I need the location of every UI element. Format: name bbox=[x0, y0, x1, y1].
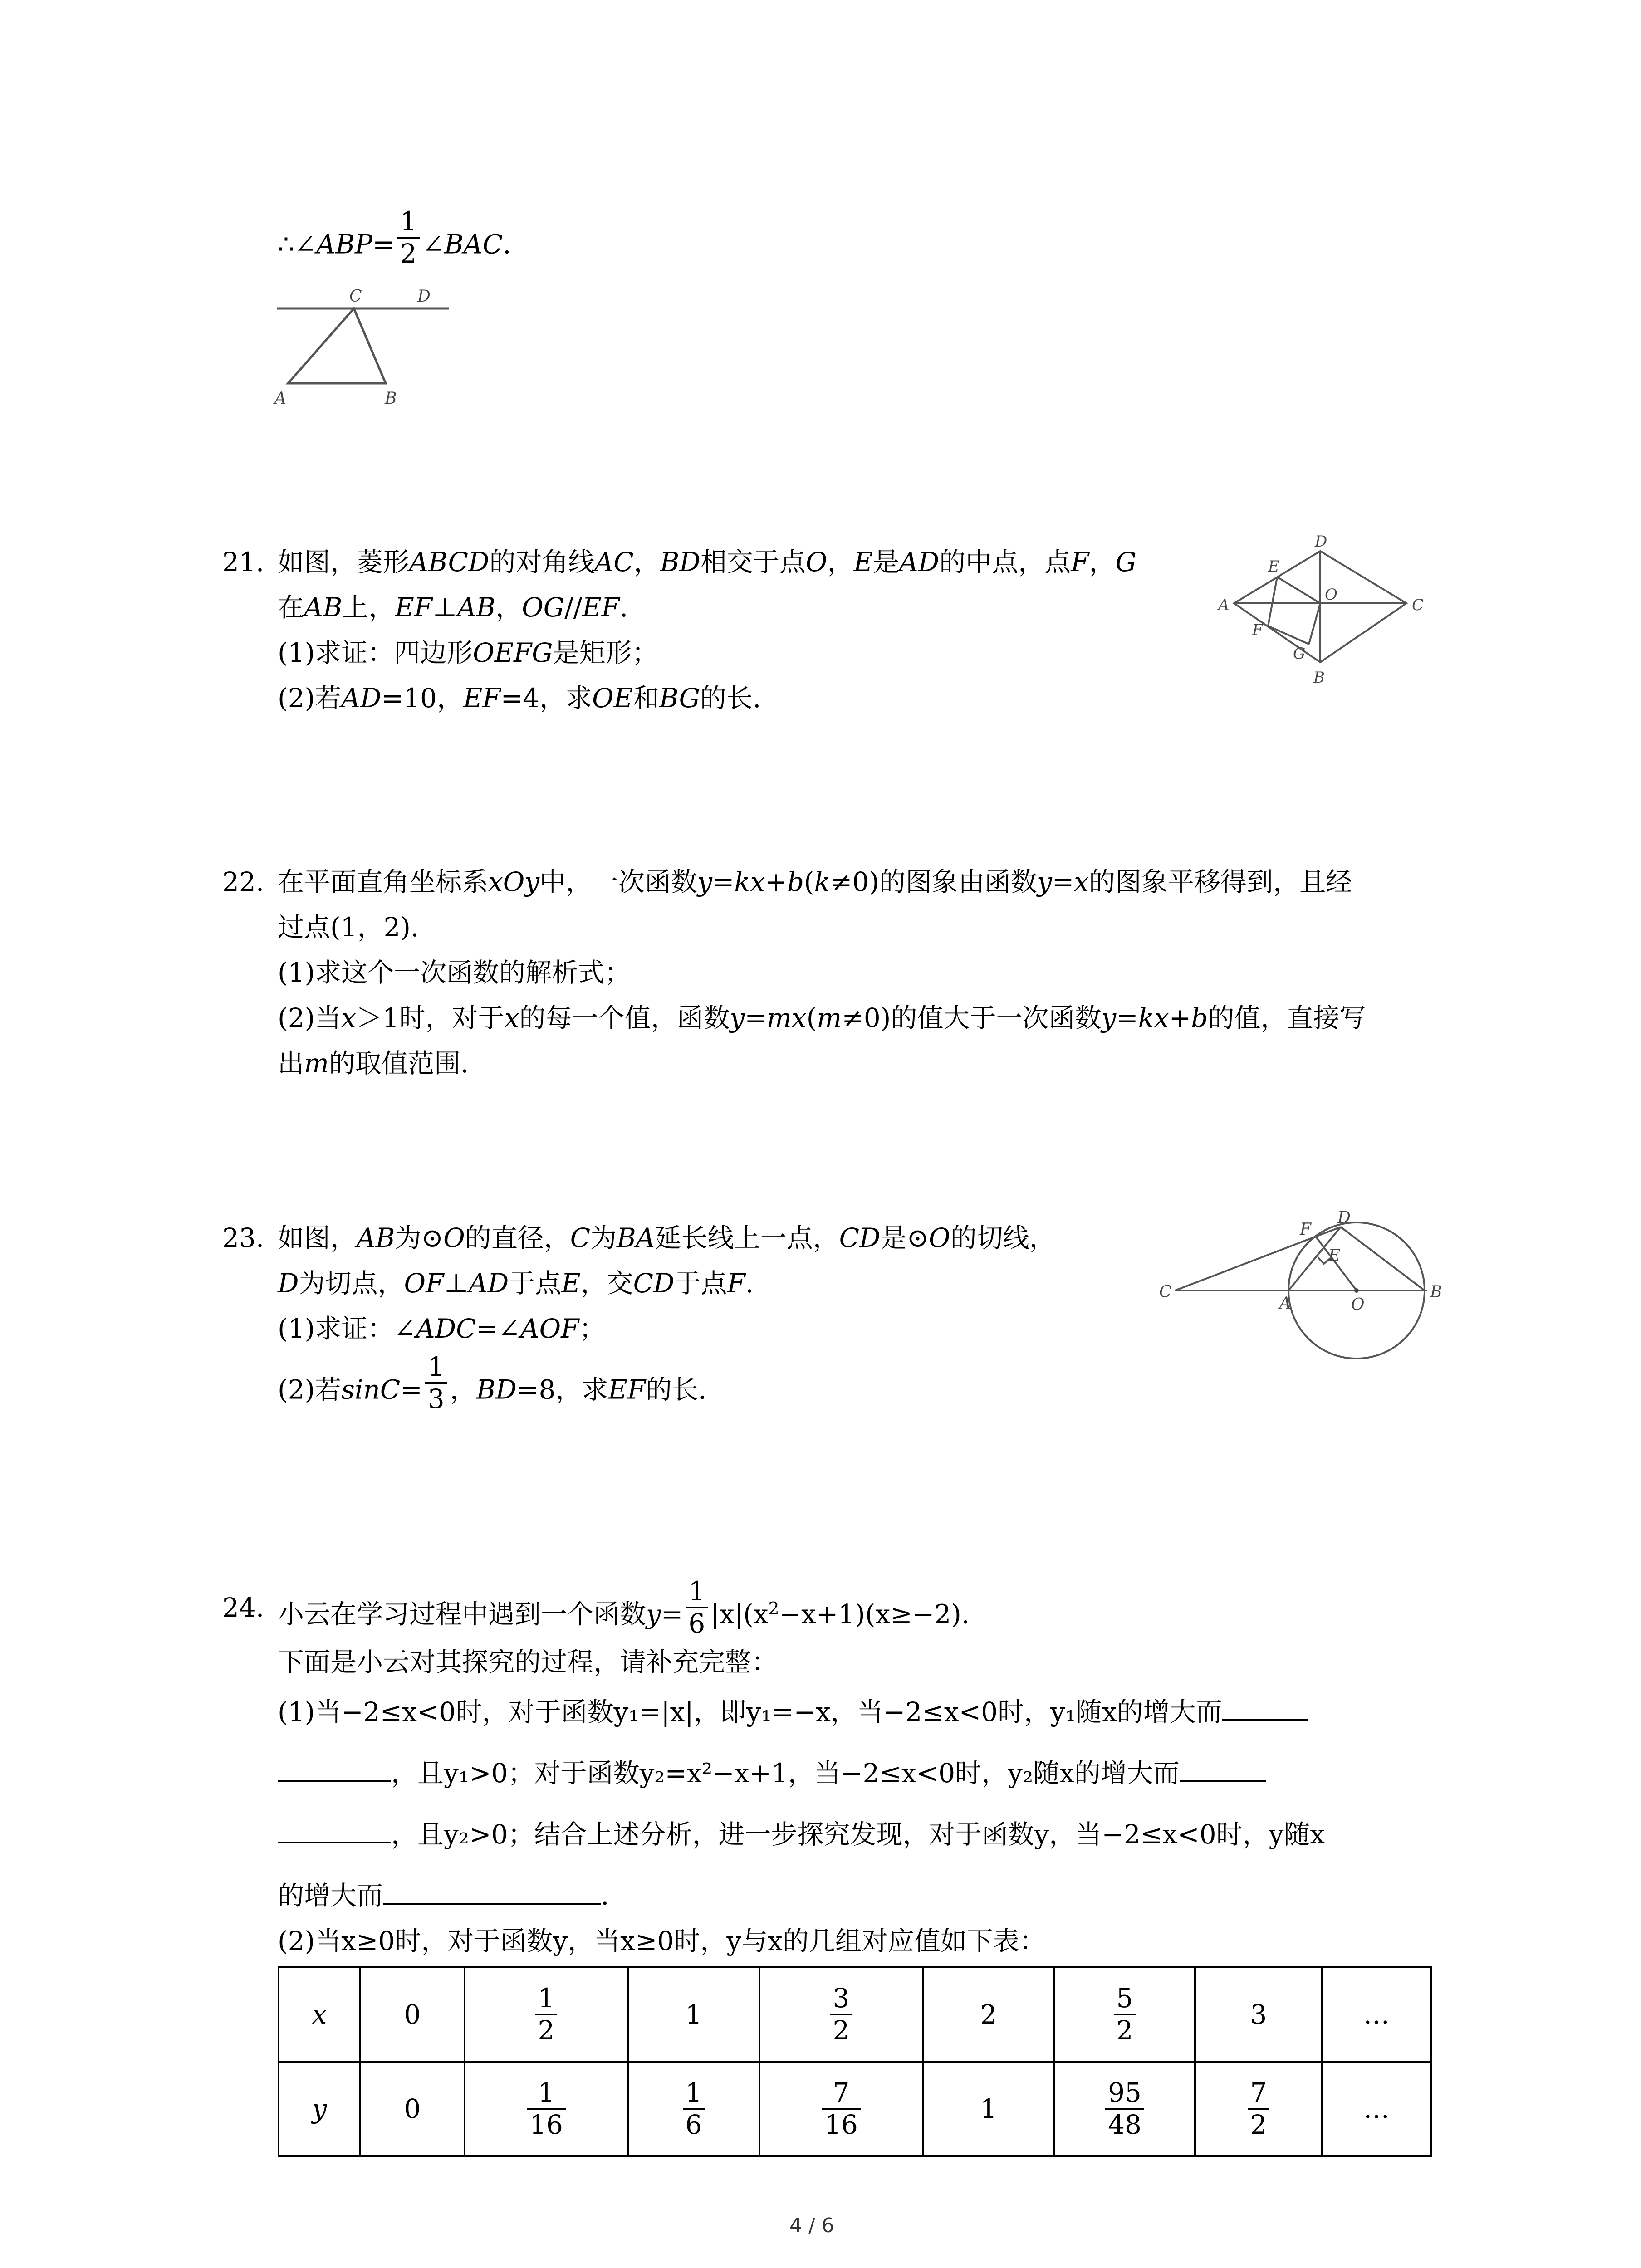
q23-circle-figure bbox=[1143, 1207, 1461, 1365]
label-B: B bbox=[1430, 1283, 1442, 1301]
label-E: E bbox=[1328, 1246, 1341, 1265]
fraction-third: $\frac{1}{3}$ bbox=[425, 1352, 447, 1414]
q23-line1: 如图，AB为⊙O的直径，C为BA延长线上一点，CD是⊙O的切线， bbox=[278, 1222, 1056, 1253]
table-cell: 0 bbox=[360, 1967, 465, 2062]
q23-part2: (2)若sinC= $\frac{1}{3}$ ，BD=8，求EF的长. bbox=[278, 1351, 707, 1414]
table-cell: $\frac{95}{48}$ bbox=[1054, 2062, 1195, 2156]
label-C: C bbox=[1412, 596, 1424, 614]
q22-part2: (2)当x＞1时，对于x的每一个值，函数y=mx(m≠0)的值大于一次函数y=kx+b的值，直接写 bbox=[278, 1002, 1366, 1033]
q21-number: 21. bbox=[222, 547, 265, 577]
label-A: A bbox=[1218, 596, 1230, 614]
label-G: G bbox=[1293, 645, 1306, 663]
q23-number: 23. bbox=[222, 1222, 265, 1253]
fraction-sixth: $\frac{1}{6}$ bbox=[686, 1576, 708, 1638]
q22-line1: 在平面直角坐标系xOy中，一次函数y=kx+b(k≠0)的图象由函数y=x的图象平移得到，且经 bbox=[278, 866, 1352, 897]
table-cell: $\frac{5}{2}$ bbox=[1054, 1967, 1195, 2062]
q24-part2: (2)当x≥0时，对于函数y，当x≥0时，y与x的几组对应值如下表： bbox=[278, 1926, 1046, 1956]
value-table bbox=[278, 1966, 1432, 2157]
label-D: D bbox=[1337, 1208, 1351, 1227]
table-cell: … bbox=[1322, 2062, 1431, 2156]
table-header-x: x bbox=[279, 1967, 360, 2062]
label-C: C bbox=[1159, 1283, 1172, 1301]
table-cell: 1 bbox=[923, 2062, 1054, 2156]
table-row-y bbox=[279, 2062, 1431, 2156]
q21-line1: 如图，菱形ABCD的对角线AC，BD相交于点O，E是AD的中点，点F，G bbox=[278, 547, 1136, 577]
answer-blank-1[interactable] bbox=[1222, 1715, 1308, 1721]
table-cell: 1 bbox=[628, 1967, 759, 2062]
q21-rhombus-figure bbox=[1216, 526, 1443, 689]
q21-part1: (1)求证：四边形OEFG是矩形； bbox=[278, 637, 658, 668]
label-A: A bbox=[1279, 1294, 1291, 1313]
q23-line2: D为切点，OF⊥AD于点E，交CD于点F. bbox=[278, 1268, 754, 1299]
table-cell: $\frac{1}{2}$ bbox=[465, 1967, 628, 2062]
label-B: B bbox=[385, 389, 397, 408]
q24-line6: 的增大而 . bbox=[278, 1880, 609, 1911]
label-D: D bbox=[417, 287, 431, 306]
q21-line2: 在AB上，EF⊥AB，OG//EF. bbox=[278, 592, 628, 623]
answer-blank-3[interactable] bbox=[383, 1898, 601, 1905]
q24-line4: ，且y₁>0；对于函数y₂=x²−x+1，当−2≤x<0时，y₂随x的增大而 bbox=[278, 1760, 1266, 1786]
label-O: O bbox=[1351, 1295, 1365, 1314]
q22-line5: 出m的取值范围. bbox=[278, 1048, 469, 1079]
q24-line1: 小云在学习过程中遇到一个函数y= $\frac{1}{6}$ $|x|(x^2-x+1)(x\ge-2)$. bbox=[278, 1576, 970, 1639]
table-row-x bbox=[279, 1967, 1431, 2062]
q24-line2: 下面是小云对其探究的过程，请补充完整： bbox=[278, 1647, 778, 1677]
q24-number: 24. bbox=[222, 1592, 265, 1623]
therefore-text: ∴∠ bbox=[278, 229, 317, 260]
label-O: O bbox=[1325, 586, 1337, 604]
label-C: C bbox=[349, 287, 362, 306]
label-F: F bbox=[1300, 1220, 1311, 1239]
q22-part1: (1)求这个一次函数的解析式； bbox=[278, 957, 631, 988]
table-cell: $\frac{3}{2}$ bbox=[759, 1967, 923, 2062]
table-cell: $\frac{7}{2}$ bbox=[1195, 2062, 1322, 2156]
table-cell: $\frac{1}{6}$ bbox=[628, 2062, 759, 2156]
q23-part1: (1)求证：∠ADC=∠AOF； bbox=[278, 1313, 606, 1344]
q22-line2: 过点(1，2). bbox=[278, 912, 419, 943]
table-cell: 0 bbox=[360, 2062, 465, 2156]
answer-blank-2b[interactable] bbox=[278, 1837, 391, 1843]
prev-conclusion: ∴∠ABP= $\frac{1}{2}$ ∠BAC. bbox=[278, 206, 511, 269]
label-B: B bbox=[1313, 669, 1325, 687]
prev-triangle-figure bbox=[268, 281, 458, 408]
fraction-half: $\frac{1}{2}$ bbox=[397, 206, 420, 269]
label-D: D bbox=[1315, 533, 1327, 551]
answer-blank-1b[interactable] bbox=[278, 1776, 391, 1782]
table-cell: 3 bbox=[1195, 1967, 1322, 2062]
answer-blank-2[interactable] bbox=[1180, 1776, 1266, 1782]
label-E: E bbox=[1268, 557, 1279, 576]
q21-part2: (2)若AD=10，EF=4，求OE和BG的长. bbox=[278, 683, 761, 714]
q24-part1: (1)当−2≤x<0时，对于函数y₁=|x|，即y₁=−x，当−2≤x<0时，y₁随x的增大而 bbox=[278, 1699, 1308, 1725]
table-cell: $\frac{1}{16}$ bbox=[465, 2062, 628, 2156]
page-number: 4 / 6 bbox=[789, 2214, 834, 2237]
label-F: F bbox=[1252, 621, 1263, 639]
table-cell: $\frac{7}{16}$ bbox=[759, 2062, 923, 2156]
table-header-y: y bbox=[279, 2062, 360, 2156]
q24-line5: ，且y₂>0；结合上述分析，进一步探究发现，对于函数y，当−2≤x<0时，y随x bbox=[278, 1821, 1325, 1848]
q22-number: 22. bbox=[222, 866, 265, 897]
table-cell: … bbox=[1322, 1967, 1431, 2062]
label-A: A bbox=[274, 389, 286, 408]
table-cell: 2 bbox=[923, 1967, 1054, 2062]
